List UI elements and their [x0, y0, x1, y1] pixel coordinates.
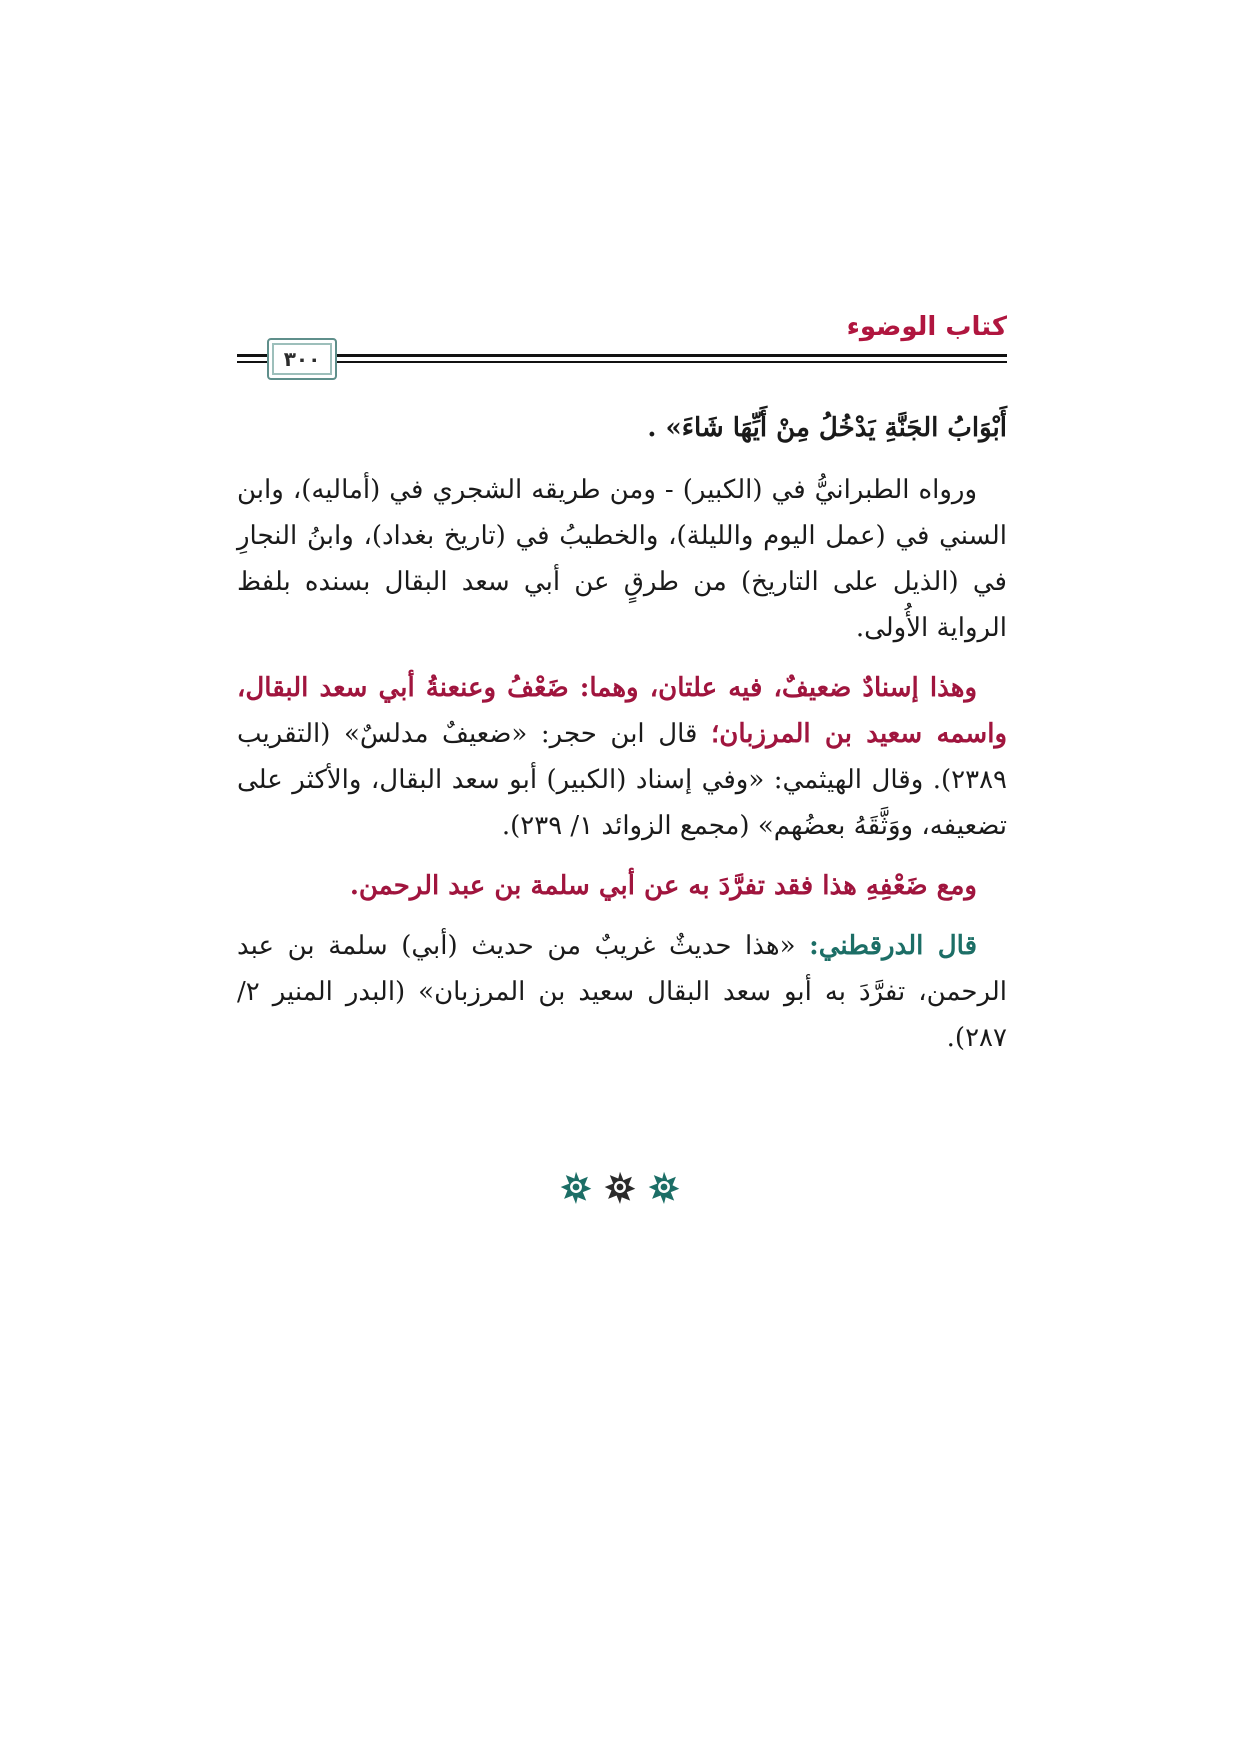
section-end-ornament — [0, 1170, 1240, 1204]
page-header — [237, 312, 1007, 392]
paragraph-daraqutni — [237, 923, 1007, 1061]
paragraph-isnad-weakness — [237, 665, 1007, 849]
header-rule — [237, 361, 1007, 363]
daraqutni-quote: «هذا حديثٌ غريبٌ من حديث (أبي) سلمة بن عبد الرحمن، تفرَّدَ به أبو سعد البقال سعيد بن المرزبان» (البدر المنير ٢/ ٢٨٧). — [237, 931, 1007, 1053]
star-flower-ornament-icon — [647, 1170, 681, 1204]
paragraph-narrations: ورواه الطبرانيُّ في (الكبير) - ومن طريقه الشجري في (أماليه)، وابن السني في (عمل اليوم والليلة)، والخطيبُ في (تاريخ بغداد)، وابنُ النجارِ في (الذيل على التاريخ) من طرقٍ عن أبي سعد البقال بسنده بلفظ الرواية الأُولى. — [237, 475, 1007, 643]
page-body — [237, 405, 1007, 1061]
star-flower-ornament-icon — [559, 1170, 593, 1204]
star-flower-ornament-icon — [603, 1170, 637, 1204]
header-rule — [237, 354, 1007, 357]
hadith-text-ending: أَبْوَابُ الجَنَّةِ يَدْخُلُ مِنْ أَيِّهَا شَاءَ» . — [647, 413, 1007, 443]
page-number-badge — [267, 338, 337, 380]
page-number: ٣٠٠ — [283, 347, 321, 371]
daraqutni-label: قال الدرقطني: — [809, 931, 977, 961]
isnad-citations: قال ابن حجر: «ضعيفٌ مدلسٌ» (التقريب ٢٣٨٩). وقال الهيثمي: «وفي إسناد (الكبير) أبو سعد البقال، والأكثر على تضعيفه، ووَثَّقَهُ بعضُهم» (مجمع الزوائد ١/ ٢٣٩). — [237, 719, 1007, 841]
isnad-ruling: وهذا إسنادٌ ضعيفٌ، فيه علتان، وهما: ضَعْفُ وعنعنةُ أبي سعد البقال، واسمه سعيد بن المرزبان؛ — [237, 673, 1007, 749]
book-title: كتاب الوضوء — [846, 312, 1007, 342]
paragraph-tafarrud: ومع ضَعْفِهِ هذا فقد تفرَّدَ به عن أبي سلمة بن عبد الرحمن. — [349, 871, 977, 901]
